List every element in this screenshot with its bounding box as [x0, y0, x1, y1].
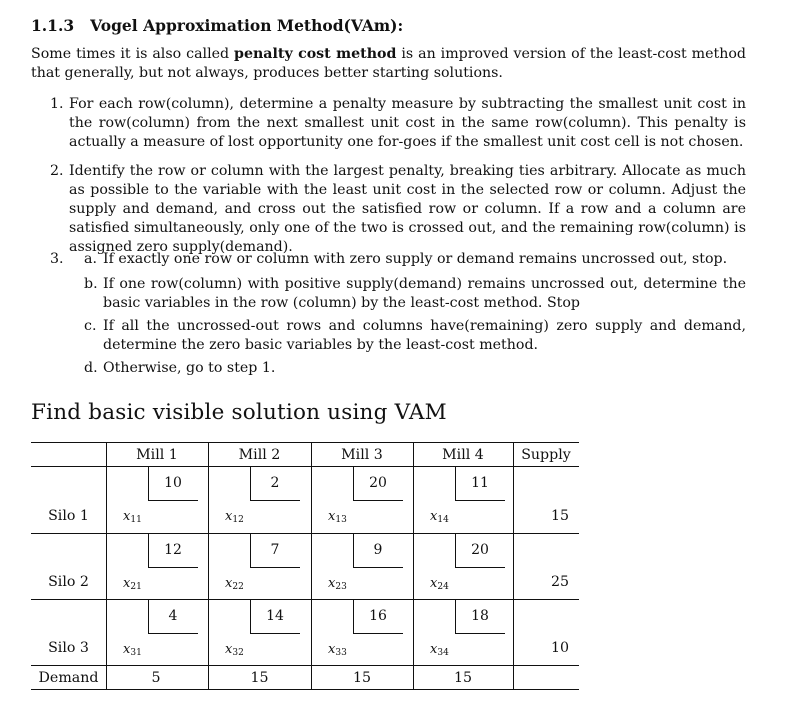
- variable-x24: $x_{24}$: [430, 576, 449, 592]
- table-row-rule-3: [31, 665, 579, 666]
- unit-cost-3-2: 14: [266, 608, 284, 624]
- cost-box-bottom-rule: [353, 633, 403, 634]
- cost-box-bottom-rule: [148, 500, 198, 501]
- col-header-mill-1: Mill 1: [136, 447, 178, 463]
- table-row-rule-2: [31, 599, 579, 600]
- unit-cost-2-3: 9: [373, 542, 383, 558]
- substep-a-text: If exactly one row or column with zero supply or demand remains uncrossed out, stop.: [103, 251, 728, 267]
- variable-x34: $x_{34}$: [430, 642, 449, 658]
- table-col-rule-1: [106, 442, 107, 689]
- substep-d-number: d.: [84, 360, 98, 376]
- intro-text-pre: Some times it is also called: [31, 46, 235, 62]
- variable-x23: $x_{23}$: [328, 576, 347, 592]
- step-1-text: For each row(column), determine a penalty measure by subtracting the smallest unit cost in the row(column) from the next smallest unit cost in the same row(column). This penalty is actually a measure of lost opportunity one for-goes if the smallest unit cost cell is not chosen.: [69, 96, 746, 150]
- supply-silo-3: 10: [550, 640, 569, 656]
- cost-box-bottom-rule: [250, 500, 300, 501]
- substep-d-text: Otherwise, go to step 1.: [103, 360, 276, 376]
- unit-cost-2-4: 20: [471, 542, 489, 558]
- unit-cost-3-3: 16: [369, 608, 387, 624]
- table-header-rule: [31, 466, 579, 467]
- substep-c-text: If all the uncrossed-out rows and columns have(remaining) zero supply and demand, determine the zero basic variables by the least-cost method.: [103, 318, 746, 353]
- unit-cost-2-2: 7: [270, 542, 280, 558]
- section-title: Vogel Approximation Method(VAm):: [90, 16, 404, 35]
- step-2-number: 2.: [50, 163, 64, 179]
- cost-box-bottom-rule: [148, 567, 198, 568]
- section-heading: [31, 16, 403, 35]
- variable-x13: $x_{13}$: [328, 509, 347, 525]
- variable-x14: $x_{14}$: [430, 509, 449, 525]
- demand-mill-2: 15: [250, 670, 269, 686]
- row-label-silo-2: Silo 2: [48, 574, 89, 590]
- cost-box-bottom-rule: [353, 500, 403, 501]
- substep-b-number: b.: [84, 276, 98, 292]
- unit-cost-2-1: 12: [164, 542, 182, 558]
- intro-paragraph: [31, 45, 746, 83]
- table-col-rule-3: [311, 442, 312, 689]
- substep-b-text: If one row(column) with positive supply(demand) remains uncrossed out, determine the basic variables in the row (column) by the least-cost method. Stop: [103, 276, 746, 311]
- variable-x12: $x_{12}$: [225, 509, 244, 525]
- table-title: Find basic visible solution using VAM: [31, 400, 447, 425]
- table-col-rule-2: [208, 442, 209, 689]
- step-1-number: 1.: [50, 96, 64, 112]
- substep-c-number: c.: [84, 318, 97, 334]
- row-label-silo-1: Silo 1: [48, 508, 89, 524]
- unit-cost-1-2: 2: [270, 475, 280, 491]
- col-header-mill-4: Mill 4: [442, 447, 484, 463]
- demand-label: Demand: [38, 670, 99, 686]
- cost-box-bottom-rule: [148, 633, 198, 634]
- unit-cost-1-4: 11: [471, 475, 489, 491]
- intro-bold-term: penalty cost method: [234, 46, 397, 62]
- table-row-rule-1: [31, 533, 579, 534]
- table-bottom-rule: [31, 689, 579, 690]
- col-header-mill-2: Mill 2: [238, 447, 281, 463]
- table-col-rule-4: [413, 442, 414, 689]
- cost-box-bottom-rule: [455, 633, 505, 634]
- step-2-text: Identify the row or column with the largest penalty, breaking ties arbitrary. Allocate as much as possible to the variable with the least unit cost in the selected row or column. Adjust the supply and demand, and cross out the satisfied row or column. If a row and a column are satisfied simultaneously, only one of the two is crossed out, and the remaining row(column) is assigned zero supply(demand).: [69, 163, 746, 255]
- cost-box-bottom-rule: [455, 567, 505, 568]
- supply-silo-2: 25: [550, 574, 569, 590]
- demand-mill-4: 15: [453, 670, 473, 686]
- cost-box-bottom-rule: [455, 500, 505, 501]
- table-top-rule: [31, 442, 579, 443]
- variable-x21: $x_{21}$: [123, 576, 142, 592]
- variable-x11: $x_{11}$: [123, 509, 142, 525]
- step-3-number: 3.: [50, 251, 64, 267]
- variable-x22: $x_{22}$: [225, 576, 244, 592]
- unit-cost-3-4: 18: [471, 608, 489, 624]
- col-header-mill-3: Mill 3: [341, 447, 383, 463]
- substep-a-number: a.: [84, 251, 97, 267]
- variable-x32: $x_{32}$: [225, 642, 244, 658]
- demand-mill-3: 15: [352, 670, 372, 686]
- cost-box-bottom-rule: [250, 633, 300, 634]
- intro-text-post: is an improved version of the least-cost method that generally, but not always, produces better starting solutions.: [31, 46, 746, 81]
- unit-cost-1-3: 20: [369, 475, 387, 491]
- unit-cost-3-1: 4: [168, 608, 178, 624]
- demand-mill-1: 5: [151, 670, 161, 686]
- variable-x33: $x_{33}$: [328, 642, 347, 658]
- cost-box-bottom-rule: [250, 567, 300, 568]
- supply-silo-1: 15: [550, 508, 569, 524]
- cost-box-bottom-rule: [353, 567, 403, 568]
- section-number: 1.1.3: [31, 16, 75, 35]
- variable-x31: $x_{31}$: [123, 642, 142, 658]
- unit-cost-1-1: 10: [164, 475, 182, 491]
- col-header-supply: Supply: [521, 447, 571, 463]
- row-label-silo-3: Silo 3: [48, 640, 89, 656]
